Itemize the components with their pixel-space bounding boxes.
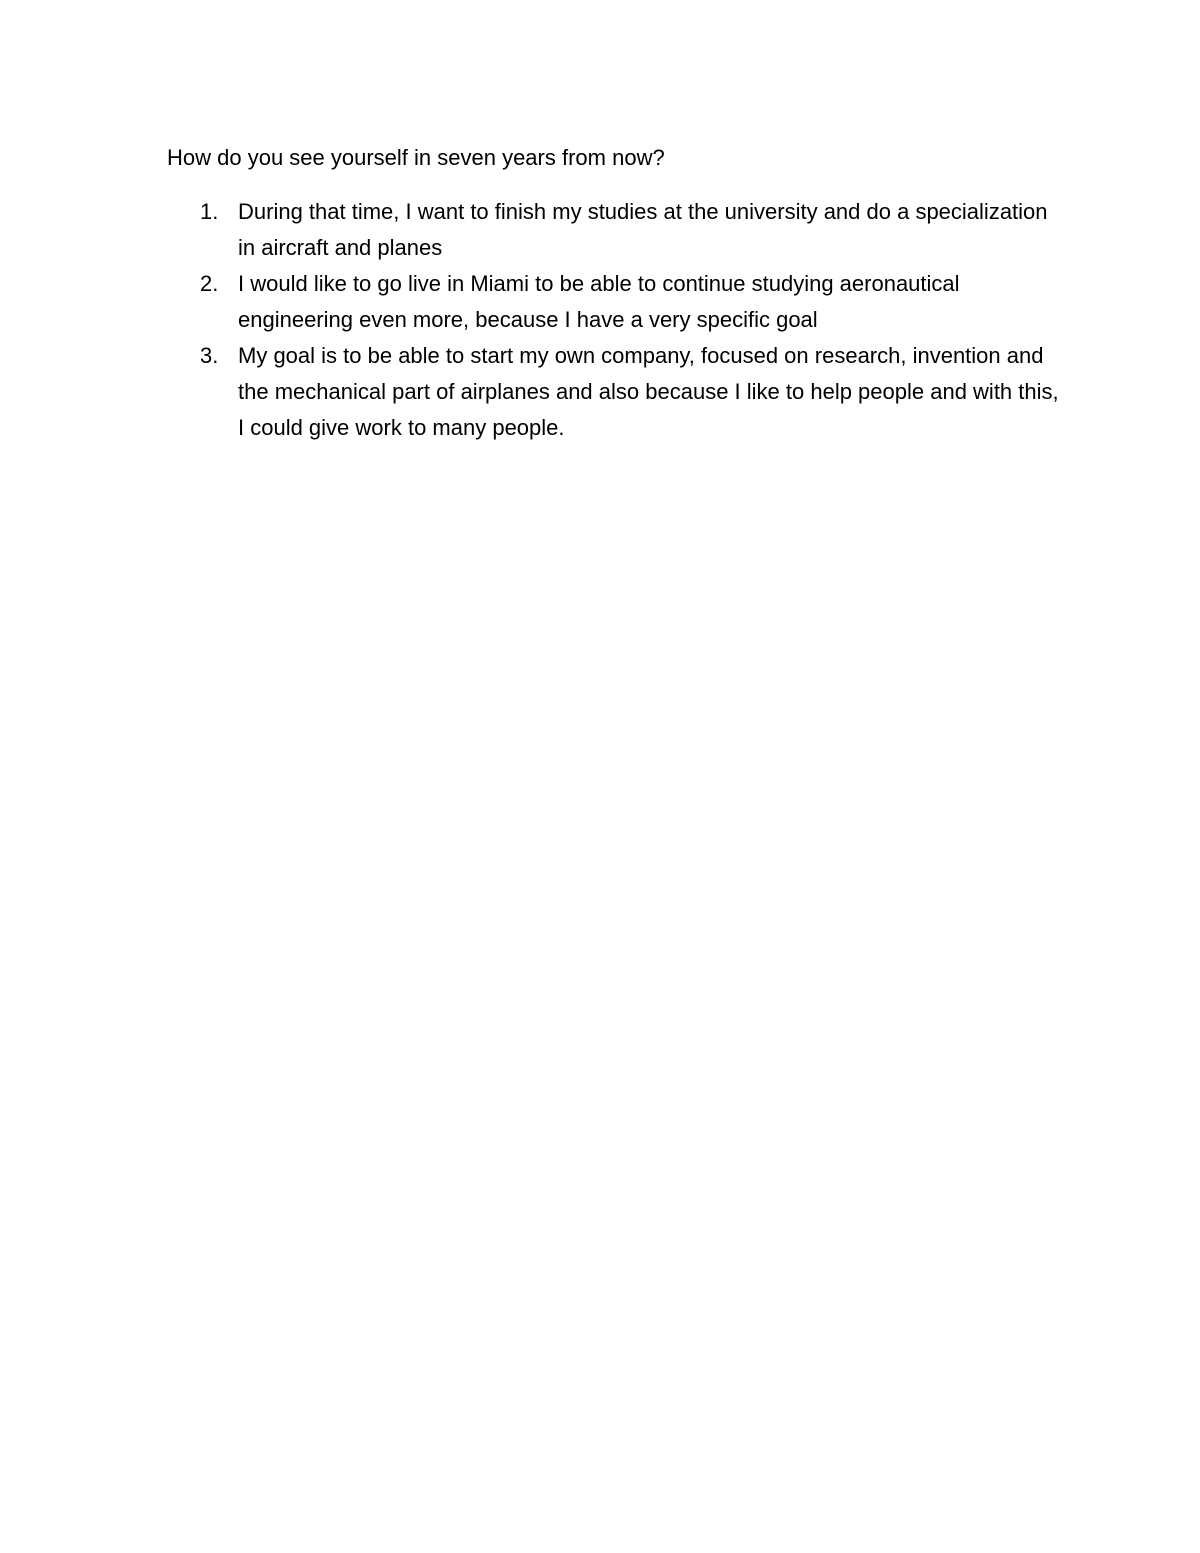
question-text: How do you see yourself in seven years from now?: [167, 145, 665, 170]
answer-text: I would like to go live in Miami to be able to continue studying aeronautical engineering even more, because I have a very specific goal: [238, 271, 960, 332]
answer-list: [200, 194, 1060, 446]
answer-text: My goal is to be able to start my own company, focused on research, invention and the mechanical part of airplanes and also because I like to help people and with this, I could give work to many people.: [238, 343, 1059, 440]
answer-number: 1.: [200, 199, 219, 224]
answer-item-1: [200, 194, 1060, 266]
answer-text: During that time, I want to finish my studies at the university and do a specialization in aircraft and planes: [238, 199, 1048, 260]
answer-item-2: [200, 266, 1060, 338]
answer-number: 2.: [200, 271, 219, 296]
answer-number: 3.: [200, 343, 219, 368]
answer-item-3: [200, 338, 1060, 446]
